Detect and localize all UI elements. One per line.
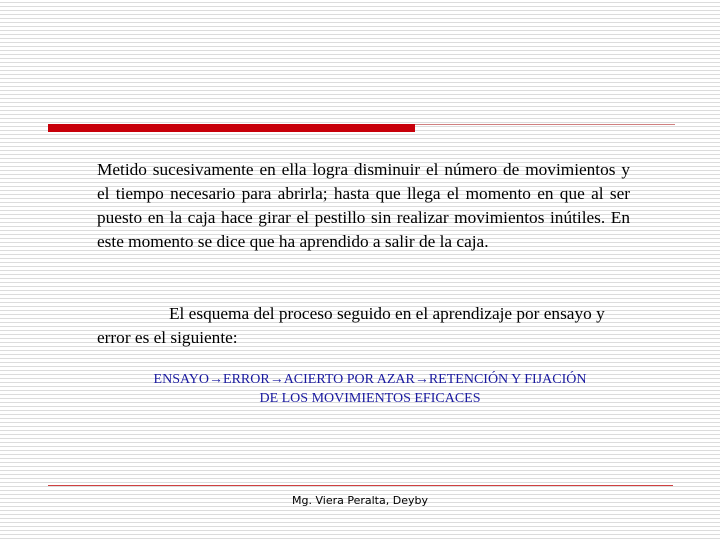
footer-divider-line xyxy=(48,485,673,486)
scheme-line-1: ENSAYO→ERROR→ACIERTO POR AZAR→RETENCIÓN Y FIJACIÓN xyxy=(153,372,587,387)
title-accent-bar xyxy=(48,124,415,132)
title-divider-line xyxy=(415,124,675,125)
process-scheme xyxy=(90,370,650,408)
footer-author: Mg. Viera Peralta, Deyby xyxy=(292,494,428,507)
scheme-line-2: DE LOS MOVIMIENTOS EFICACES xyxy=(259,391,481,406)
body-paragraph-2: El esquema del proceso seguido en el aprendizaje por ensayo y error es el siguiente: xyxy=(97,304,605,347)
body-paragraph-1: Metido sucesivamente en ella logra disminuir el número de movimientos y el tiempo necesario para abrirla; hasta que llega el momento en que al ser puesto en la caja hace girar el pestillo sin realizar movimientos inútiles. En este momento se dice que ha aprendido a salir de la caja. xyxy=(97,160,630,251)
